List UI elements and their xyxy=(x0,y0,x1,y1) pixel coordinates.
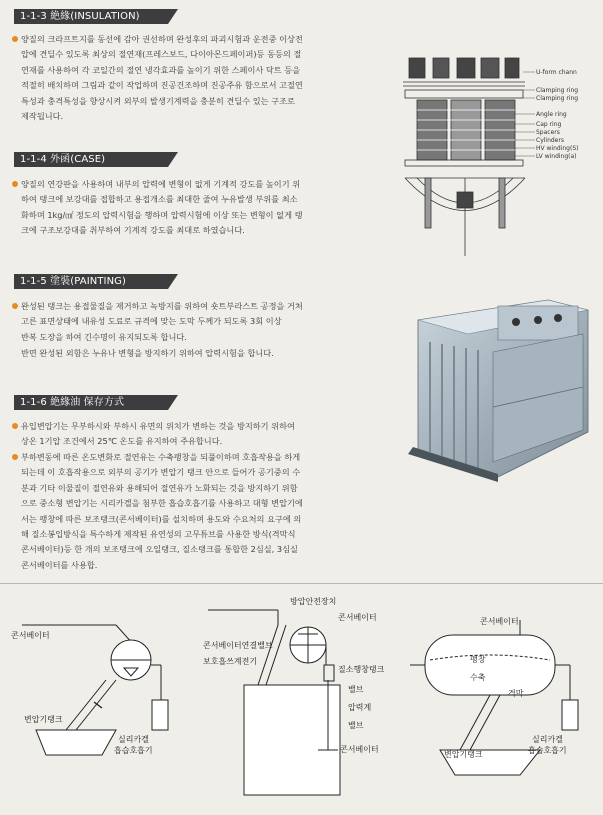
diagram-silica-breather xyxy=(6,590,196,810)
paragraph-line: 으로 중소형 변압기는 시리카겔을 첨부한 흡습호흡기를 사용하고 대형 변압기에 xyxy=(21,498,303,509)
paragraph-line: 화하며 1kg/㎠ 정도의 압력시험을 행하며 압력시험에 이상 또는 변형이 없게 탱 xyxy=(21,209,303,220)
section-title-case: 1-1-4 外函(CASE) xyxy=(14,152,168,167)
fig2-relief: 방압안전장치 xyxy=(290,597,337,606)
fig2-nitrogen: 질소행창탱크 xyxy=(338,665,385,674)
paragraph-line: 연재를 사용하여 각 코일간의 절연 냉각효과를 높이기 위한 스페이사 닥트 등을 xyxy=(21,64,301,75)
fig2-breather: 보호흡쓰계전기 xyxy=(203,657,258,666)
fig2-pipe: 콘서베이터연결밸브 xyxy=(203,641,273,650)
fig2-conservator: 콘서베이터 xyxy=(338,613,377,622)
fig3-membrane: 격막 xyxy=(508,689,524,698)
paragraph-line: 되는데 이 호흡작용으로 외부의 공기가 변압기 탱크 안으로 들어가 공기중의 수 xyxy=(21,467,301,478)
paragraph-line: 부하변동에 따른 온도변화로 절연유는 수축팽창을 되풀이하며 호흡작용을 하게 xyxy=(12,450,392,465)
painting-extra: 반면 완성된 외함은 누유나 변형을 방지하기 위하여 압력시험을 합니다. xyxy=(21,348,274,358)
fig3-tank: 변압기탱크 xyxy=(444,750,483,759)
paragraph-line: 제작됩니다. xyxy=(21,111,64,122)
label-spacers: Spacers xyxy=(536,129,560,136)
paragraph-line: 분과 기타 이물질이 절연유와 용해되어 절연유가 노화되는 것을 방지하기 위함 xyxy=(21,482,298,493)
label-hv-winding: HV winding(S) xyxy=(536,145,579,152)
fig1-breather: 흡습호흡기 xyxy=(114,746,153,755)
label-u-form: U-form chann xyxy=(536,69,577,76)
bullet-icon xyxy=(12,303,18,309)
fig3-expand: 팽창 xyxy=(470,655,486,664)
fig3-breather: 흡습호흡기 xyxy=(528,746,567,755)
label-lv-winding: LV winding(a) xyxy=(536,153,577,160)
label-angle-ring: Angle ring xyxy=(536,111,567,118)
label-clamping-2: Clamping ring xyxy=(536,95,579,102)
fig1-tank: 변압기탱크 xyxy=(24,715,63,724)
oil-text-1 xyxy=(12,419,392,450)
fig3-silica: 실리카겔 xyxy=(532,735,563,744)
fig3-shrink: 수축 xyxy=(470,673,486,682)
section-title-painting: 1-1-5 塗裝(PAINTING) xyxy=(14,274,168,289)
fig1-conservator: 콘서베이터 xyxy=(11,631,50,640)
insulation-text xyxy=(12,32,390,124)
fig1-silica: 실리카겔 xyxy=(118,735,149,744)
bullet-icon xyxy=(12,36,18,42)
fig2-gauge: 압력계 xyxy=(348,703,372,712)
fig2-valve1: 밸브 xyxy=(348,685,364,694)
fig2-valve2: 밸브 xyxy=(348,721,364,730)
paragraph-line: 적절히 배치하며 그림과 같이 작업하며 진공건조하며 진공주유 함으로서 고절연 xyxy=(21,80,303,91)
paragraph-line: 압에 견딜수 있도록 최상의 절연재(프레스보드, 다이아몬드페이퍼)등 동등의 절 xyxy=(21,49,302,60)
section-title-insulation: 1-1-3 絶緣(INSULATION) xyxy=(14,9,168,24)
fig3-conservator: 콘서베이터 xyxy=(480,617,519,626)
transformer-photo xyxy=(388,282,598,482)
winding-structure-diagram xyxy=(395,28,595,258)
paragraph-line: 서는 팽창에 따른 보조탱크(콘서베이터)를 설치하며 용도와 수요처의 요구에 의 xyxy=(21,513,302,524)
paragraph-line: 크에 구조보강대를 취부하여 기계적 강도를 최대로 하였습니다. xyxy=(21,225,245,236)
bullet-icon xyxy=(12,423,18,429)
paragraph-line: 양질의 연강판을 사용하며 내부의 압력에 변형이 없게 기계적 강도를 높이기 위 xyxy=(12,177,392,192)
label-cap-ring: Cap ring xyxy=(536,121,562,128)
label-cylinders: Cylinders xyxy=(536,137,564,144)
paragraph-line: 해 질소봉입방식을 특수하게 제작된 유연성의 고무튜브를 사용한 방식(격막식 xyxy=(21,529,296,540)
diagram-nitrogen-sealed xyxy=(198,590,398,810)
paragraph-line: 특성과 충격특성을 향상시켜 외부의 발생기계력을 충분히 견딜수 있는 구조로 xyxy=(21,95,295,106)
paragraph-line: 하여 탱크에 보강대를 접합하고 용접개소를 최대한 줄여 누유발생 부위를 최소 xyxy=(21,194,298,205)
oil-text-2 xyxy=(12,450,392,573)
paragraph-line: 반복 도장을 하여 긴수명이 유지되도록 합니다. xyxy=(21,331,187,342)
diagram-diaphragm-conservator xyxy=(400,590,600,810)
paragraph-line: 양질의 크라프트지를 동선에 감아 권선하며 완성후의 파괴시험과 운전중 이상전 xyxy=(12,32,390,47)
section-title-oil: 1-1-6 絶緣油 保存方式 xyxy=(14,395,168,410)
bullet-icon xyxy=(12,454,18,460)
paragraph-line: 고른 표면상태에 내유성 도료로 규격에 맞는 도막 두께가 되도록 3회 이상 xyxy=(21,316,282,327)
paragraph-line: 콘서베이터를 사용합. xyxy=(21,559,98,570)
label-clamping-1: Clamping ring xyxy=(536,87,579,94)
paragraph-line: 완성된 탱크는 용접물질을 제거하고 녹방지를 위하여 숏트부라스트 공정을 거쳐 xyxy=(12,299,392,314)
painting-text xyxy=(12,299,392,345)
paragraph-line: 상온 1기압 조건에서 25℃ 온도를 유지하여 주유합니다. xyxy=(21,436,223,447)
paragraph-line: 유입변압기는 무부하시와 부하시 유면의 위치가 변하는 것을 방지하기 위하여 xyxy=(12,419,392,434)
case-text xyxy=(12,177,392,239)
bullet-icon xyxy=(12,181,18,187)
paragraph-line: 콘서베이터)등 한 개의 보조탱크에 오일탱크, 질소탱크를 통합한 2심실, 3심실 xyxy=(21,544,298,555)
fig2-con2: 콘서베이터 xyxy=(340,745,379,754)
